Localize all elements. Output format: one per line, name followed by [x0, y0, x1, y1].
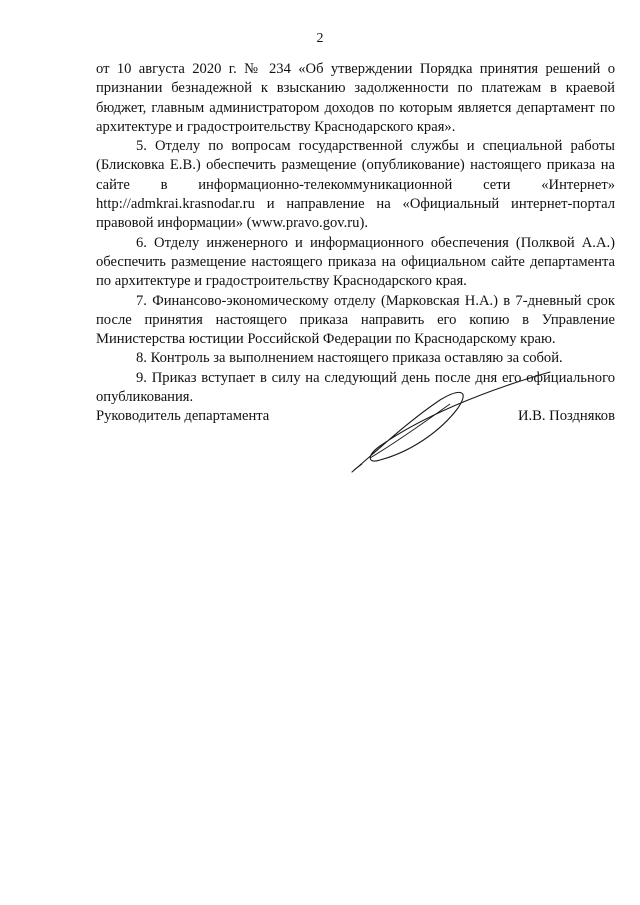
signatory-name: И.В. Поздняков — [517, 408, 615, 424]
paragraph-item-5: 5. Отделу по вопросам государственной службы и специальной работы (Блисковка Е.В.) обеспечить размещение (опубликование) настоящего приказа на сайте в информационно-телекоммуникационной сети «Интернет» http://admkrai.krasnodar.ru и направление на «Официальный интернет-портал правовой информации» (www.pravo.gov.ru). — [96, 138, 615, 232]
handwritten-signature — [340, 360, 580, 480]
paragraph-item-9: 9. Приказ вступает в силу на следующий день после дня его официального опубликования. — [96, 369, 615, 406]
document-body — [96, 60, 615, 407]
signatory-role: Руководитель департамента — [96, 408, 270, 424]
page-number: 2 — [316, 31, 324, 46]
paragraph-item-6: 6. Отделу инженерного и информационного обеспечения (Полквой А.А.) обеспечить размещение настоящего приказа на официальном сайте департамента по архитектуре и градостроительству Краснодарского края. — [96, 234, 615, 290]
paragraph-continuation: от 10 августа 2020 г. № 234 «Об утверждении Порядка принятия решений о признании безнадежной к взысканию задолженности по платежам в краевой бюджет, главным администратором доходов по которым является департамент по архитектуре и градостроительству Краснодарского края». — [96, 61, 615, 135]
paragraph-item-7: 7. Финансово-экономическому отделу (Марковская Н.А.) в 7-дневный срок после принятия настоящего приказа направить его копию в Управление Министерства юстиции Российской Федерации по Краснодарскому краю. — [96, 292, 615, 348]
paragraph-item-8: 8. Контроль за выполнением настоящего приказа оставляю за собой. — [136, 350, 563, 367]
